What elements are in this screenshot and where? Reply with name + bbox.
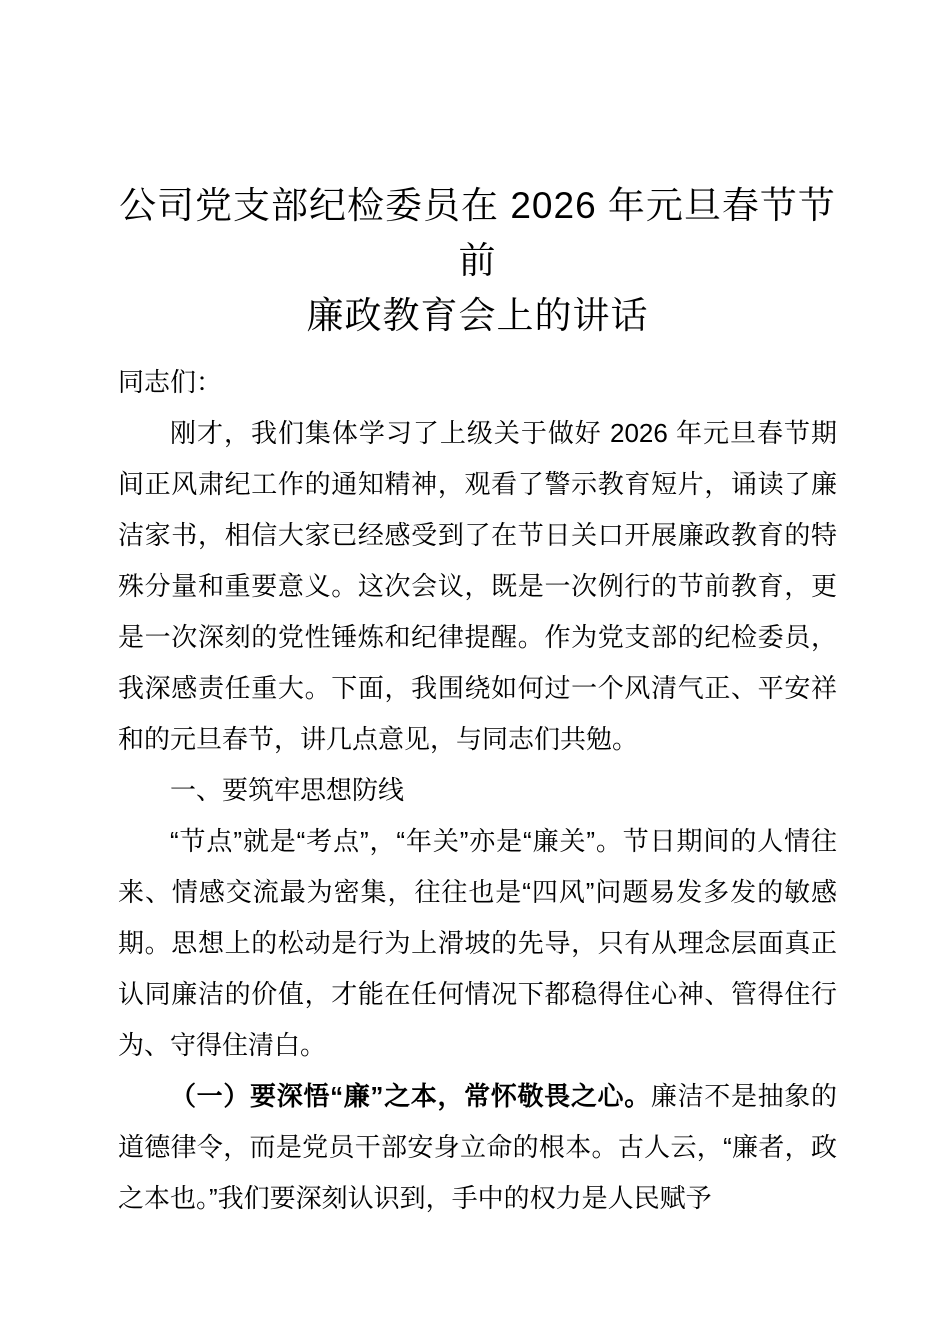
document-title bbox=[118, 178, 837, 343]
subsection-1-body-text: 廉洁不是抽象的道德律令，而是党员干部安身立命的根本。古人云，“廉者，政之本也。”我们要深刻认识到，手中的权力是人民赋予 bbox=[118, 1081, 837, 1213]
document-title-line-1: 公司党支部纪检委员在 2026 年元旦春节节前 bbox=[119, 185, 836, 281]
subsection-1-lead-bold: （一）要深悟“廉”之本，常怀敬畏之心。 bbox=[170, 1081, 651, 1111]
paragraph-subsection-1 bbox=[118, 1071, 837, 1224]
paragraph-opening: 刚才，我们集体学习了上级关于做好 2026 年元旦春节期间正风肃纪工作的通知精神，观看了警示教育短片，诵读了廉洁家书，相信大家已经感受到了在节日关口开展廉政教育的特殊分量和重要意义。这次会议，既是一次例行的节前教育，更是一次深刻的党性锤炼和纪律提醒。作为党支部的纪检委员，我深感责任重大。下面，我围绕如何过一个风清气正、平安祥和的元旦春节，讲几点意见，与同志们共勉。 bbox=[118, 418, 837, 754]
salutation: 同志们： bbox=[118, 367, 223, 397]
paragraph-section-1-intro: “节点”就是“考点”，“年关”亦是“廉关”。节日期间的人情往来、情感交流最为密集，往往也是“四风”问题易发多发的敏感期。思想上的松动是行为上滑坡的先导，只有从理念层面真正认同廉洁的价值，才能在任何情况下都稳得住心神、管得住行为、守得住清白。 bbox=[118, 826, 837, 1060]
section-1-heading: 一、要筑牢思想防线 bbox=[170, 775, 405, 805]
document-body bbox=[118, 357, 837, 1224]
document-title-line-2: 廉政教育会上的讲话 bbox=[306, 295, 649, 336]
